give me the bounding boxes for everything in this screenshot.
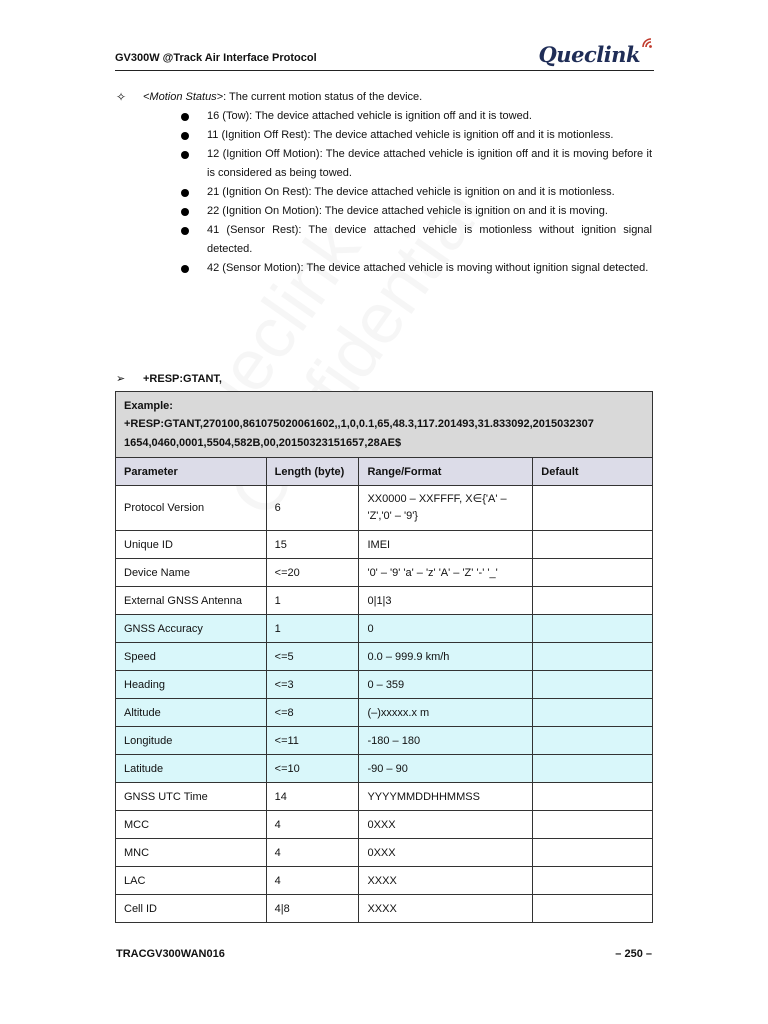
cell-range: IMEI <box>359 531 533 559</box>
table-row <box>116 727 653 755</box>
cell-default <box>533 839 653 867</box>
cell-default <box>533 643 653 671</box>
cell-default <box>533 699 653 727</box>
cell-param: GNSS Accuracy <box>116 615 267 643</box>
cell-length: 15 <box>266 531 359 559</box>
cell-param: Device Name <box>116 559 267 587</box>
list-item <box>116 259 652 278</box>
list-item <box>116 202 652 221</box>
bullet-icon <box>181 189 189 197</box>
cell-param: Altitude <box>116 699 267 727</box>
cell-range: XXXX <box>359 867 533 895</box>
cell-param: MCC <box>116 811 267 839</box>
header-range: Range/Format <box>359 458 533 486</box>
cell-range: XX0000 – XXFFFF, X∈{'A' – 'Z','0' – '9'} <box>359 486 533 531</box>
cell-param: MNC <box>116 839 267 867</box>
cell-param: Speed <box>116 643 267 671</box>
table-row <box>116 895 653 923</box>
table-row <box>116 643 653 671</box>
header-default: Default <box>533 458 653 486</box>
cell-range: 0XXX <box>359 839 533 867</box>
section-heading <box>116 372 222 385</box>
table-row <box>116 587 653 615</box>
cell-range: (–)xxxxx.x m <box>359 699 533 727</box>
cell-range: 0.0 – 999.9 km/h <box>359 643 533 671</box>
bullet-icon <box>181 113 189 121</box>
list-item <box>116 145 652 183</box>
footer-page-number: – 250 – <box>615 948 652 960</box>
bullet-icon <box>181 208 189 216</box>
signal-icon <box>640 36 654 50</box>
cell-range: 0XXX <box>359 811 533 839</box>
cell-range: '0' – '9' 'a' – 'z' 'A' – 'Z' '-' '_' <box>359 559 533 587</box>
cell-length: 14 <box>266 783 359 811</box>
table-row <box>116 783 653 811</box>
cell-default <box>533 587 653 615</box>
cell-length: 4 <box>266 811 359 839</box>
document-title: GV300W @Track Air Interface Protocol <box>115 52 317 64</box>
cell-default <box>533 727 653 755</box>
footer-doc-id: TRACGV300WAN016 <box>116 948 225 960</box>
example-line-1: +RESP:GTANT,270100,861075020061602,,1,0,0.1,65,48.3,117.201493,31.833092,2015032307 <box>124 418 594 431</box>
cell-length: <=20 <box>266 559 359 587</box>
cell-range: XXXX <box>359 895 533 923</box>
bullet-icon <box>181 265 189 273</box>
cell-param: Latitude <box>116 755 267 783</box>
list-item-text: 11 (Ignition Off Rest): The device attached vehicle is ignition off and it is motionless. <box>207 129 614 141</box>
cell-length: <=10 <box>266 755 359 783</box>
table-row <box>116 486 653 531</box>
section-title: +RESP:GTANT, <box>143 373 222 385</box>
cell-default <box>533 615 653 643</box>
cell-default <box>533 531 653 559</box>
cell-param: GNSS UTC Time <box>116 783 267 811</box>
table-row <box>116 559 653 587</box>
list-item-text: 41 (Sensor Rest): The device attached vehicle is motionless without ignition signal detected. <box>207 224 652 255</box>
cell-default <box>533 671 653 699</box>
list-item-text: 42 (Sensor Motion): The device attached vehicle is moving without ignition signal detected. <box>207 262 649 274</box>
cell-range: 0 – 359 <box>359 671 533 699</box>
table-header-row <box>116 458 653 486</box>
example-label: Example: <box>124 399 173 412</box>
cell-param: Unique ID <box>116 531 267 559</box>
cell-length: <=5 <box>266 643 359 671</box>
table-row <box>116 699 653 727</box>
cell-range: 0|1|3 <box>359 587 533 615</box>
list-item <box>116 126 652 145</box>
list-item <box>116 221 652 259</box>
cell-range: -90 – 90 <box>359 755 533 783</box>
example-cell <box>116 392 653 458</box>
cell-default <box>533 895 653 923</box>
page-header <box>115 42 654 71</box>
table-row <box>116 615 653 643</box>
bullet-icon <box>181 227 189 235</box>
table-row <box>116 839 653 867</box>
example-line-2: 1654,0460,0001,5504,582B,00,20150323151657,28AE$ <box>124 436 402 449</box>
arrow-bullet-icon: ➢ <box>116 373 126 385</box>
table-row <box>116 531 653 559</box>
cell-length: 4 <box>266 867 359 895</box>
cell-length: <=8 <box>266 699 359 727</box>
queclink-logo: Queclink <box>538 42 640 67</box>
cell-param: Protocol Version <box>116 486 267 531</box>
cell-default <box>533 811 653 839</box>
motion-status-list <box>116 107 652 278</box>
cell-param: LAC <box>116 867 267 895</box>
cell-length: 1 <box>266 615 359 643</box>
list-item <box>116 107 652 126</box>
table-row <box>116 671 653 699</box>
cell-length: 4 <box>266 839 359 867</box>
table-row <box>116 811 653 839</box>
field-description: : The current motion status of the device. <box>223 91 423 103</box>
cell-default <box>533 755 653 783</box>
cell-length: <=11 <box>266 727 359 755</box>
table-row <box>116 755 653 783</box>
bullet-icon <box>181 132 189 140</box>
header-parameter: Parameter <box>116 458 267 486</box>
diamond-bullet-icon: ✧ <box>116 90 127 104</box>
cell-default <box>533 867 653 895</box>
cell-param: Heading <box>116 671 267 699</box>
list-item-text: 21 (Ignition On Rest): The device attached vehicle is ignition on and it is motionless. <box>207 186 615 198</box>
cell-length: 6 <box>266 486 359 531</box>
cell-length: 4|8 <box>266 895 359 923</box>
header-length: Length (byte) <box>266 458 359 486</box>
cell-default <box>533 783 653 811</box>
cell-default <box>533 486 653 531</box>
table-row <box>116 867 653 895</box>
bullet-icon <box>181 151 189 159</box>
cell-range: 0 <box>359 615 533 643</box>
list-item-text: 22 (Ignition On Motion): The device attached vehicle is ignition on and it is moving. <box>207 205 608 217</box>
cell-range: -180 – 180 <box>359 727 533 755</box>
list-item <box>116 183 652 202</box>
cell-param: Cell ID <box>116 895 267 923</box>
cell-range: YYYYMMDDHHMMSS <box>359 783 533 811</box>
cell-default <box>533 559 653 587</box>
list-item-text: 12 (Ignition Off Motion): The device attached vehicle is ignition off and it is moving before it is considered as being towed. <box>207 148 652 179</box>
gtant-parameter-table <box>115 391 653 923</box>
motion-status-intro <box>116 88 652 107</box>
field-name: <Motion Status> <box>143 91 224 103</box>
cell-length: 1 <box>266 587 359 615</box>
cell-param: External GNSS Antenna <box>116 587 267 615</box>
motion-status-section <box>116 88 652 278</box>
cell-param: Longitude <box>116 727 267 755</box>
list-item-text: 16 (Tow): The device attached vehicle is ignition off and it is towed. <box>207 110 532 122</box>
cell-length: <=3 <box>266 671 359 699</box>
